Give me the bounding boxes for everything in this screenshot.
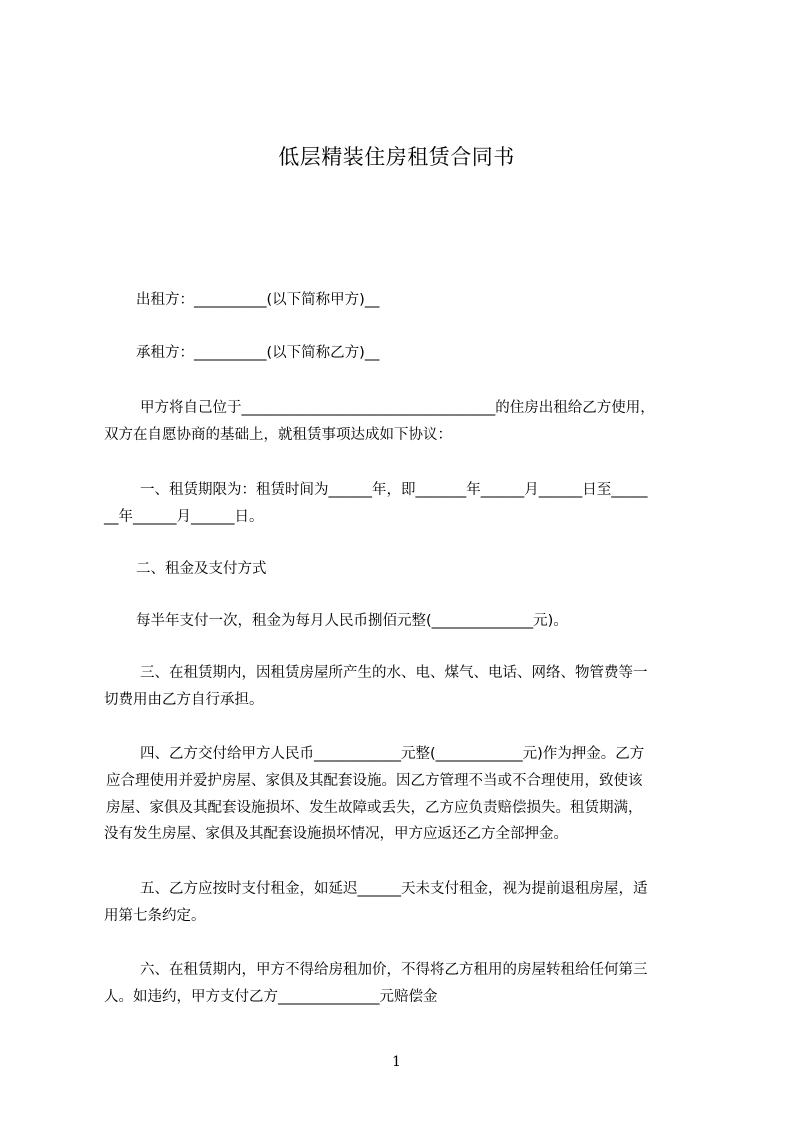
document-title: 低层精装住房租赁合同书 xyxy=(278,145,515,169)
clause5-line-2: 用第七条约定。 xyxy=(104,908,206,924)
lessee-line: 承租方：__________(以下简称乙方)__ xyxy=(136,345,380,361)
clause4-line-1: 四、乙方交付给甲方人民币____________元整(____________元)作为押金。乙方 xyxy=(140,746,645,762)
page-number: 1 xyxy=(392,1054,401,1070)
clause1-line-2: __年______月______日。 xyxy=(104,509,264,525)
clause3-line-2: 切费用由乙方自行承担。 xyxy=(104,692,264,708)
clause2-heading: 二、租金及支付方式 xyxy=(136,561,267,577)
clause6-line-1: 六、在租赁期内，甲方不得给房租加价，不得将乙方租用的房屋转租给任何第三 xyxy=(140,962,648,978)
clause4-line-2: 应合理使用并爱护房屋、家俱及其配套设施。因乙方管理不当或不合理使用，致使该 xyxy=(106,773,643,789)
clause5-line-1: 五、乙方应按时支付租金，如延迟______天未支付租金，视为提前退租房屋，适 xyxy=(140,881,648,897)
clause6-line-2: 人。如违约，甲方支付乙方______________元赔偿金 xyxy=(104,989,438,1005)
lessor-line: 出租方：__________(以下简称甲方)__ xyxy=(136,292,380,308)
clause4-line-4: 没有发生房屋、家俱及其配套设施损坏情况，甲方应返还乙方全部押金。 xyxy=(104,826,568,842)
intro-line-1: 甲方将自己位于___________________________________的住房出租给乙方使用， xyxy=(140,400,655,416)
clause3-line-1: 三、在租赁期内，因租赁房屋所产生的水、电、煤气、电话、网络、物管费等一 xyxy=(140,665,648,681)
intro-line-2: 双方在自愿协商的基础上，就租赁事项达成如下协议： xyxy=(104,427,452,443)
clause1-line-1: 一、租赁期限为：租赁时间为______年，即_______年______月______日至_____ xyxy=(140,482,648,498)
clause4-line-3: 房屋、家俱及其配套设施损坏、发生故障或丢失，乙方应负责赔偿损失。租赁期满， xyxy=(106,800,643,816)
clause2-body: 每半年支付一次，租金为每月人民币捌佰元整(______________元)。 xyxy=(136,613,568,629)
